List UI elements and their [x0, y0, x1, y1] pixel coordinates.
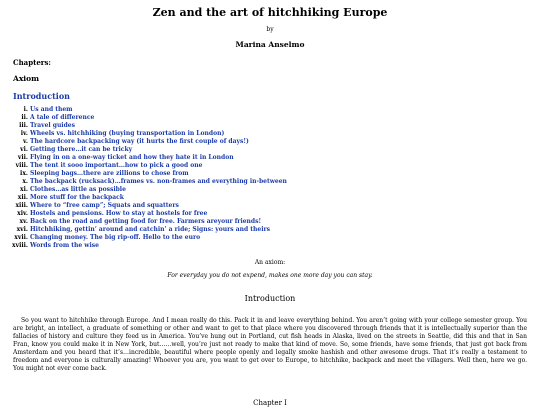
toc-item-number: xviii.: [12, 242, 28, 249]
toc-item-link[interactable]: Where to “free camp”; Squats and squatters: [30, 202, 179, 209]
toc-item-number: viii.: [15, 162, 28, 169]
toc-item-number: ii.: [21, 114, 28, 121]
toc-item: [20, 146, 287, 154]
toc-item: [15, 202, 287, 210]
toc-item: [19, 122, 287, 130]
toc-item: [23, 138, 287, 146]
toc-item: [17, 210, 287, 218]
toc-item-number: ix.: [20, 170, 28, 177]
toc-item-link[interactable]: Hostels and pensions. How to stay at hostels for free: [30, 210, 208, 217]
toc-item-number: x.: [22, 178, 28, 185]
toc-item-number: xvii.: [14, 234, 28, 241]
toc-item-number: xii.: [17, 194, 28, 201]
chapter-i-heading: Chapter I: [253, 399, 287, 407]
toc-item-number: xiv.: [17, 210, 28, 217]
toc-item-link[interactable]: Clothes…as little as possible: [30, 186, 126, 193]
chapters-heading: Chapters:: [13, 58, 51, 67]
toc-item: [14, 234, 287, 242]
toc-item-number: iv.: [20, 130, 28, 137]
toc-item-link[interactable]: The tent it sooo important…how to pick a good one: [30, 162, 203, 169]
table-of-contents: [12, 106, 287, 250]
toc-item-number: v.: [23, 138, 28, 145]
axiom-quote: For everyday you do not expend, makes one more day you can stay.: [167, 272, 373, 279]
toc-item-link[interactable]: Words from the wise: [30, 242, 99, 249]
toc-item-link[interactable]: Getting there…it can be tricky: [30, 146, 133, 153]
toc-item: [17, 194, 287, 202]
author-name: Marina Anselmo: [235, 40, 305, 49]
toc-item: [23, 106, 287, 114]
toc-item-link[interactable]: Changing money. The big rip-off. Hello to the euro: [30, 234, 201, 241]
toc-item-number: vii.: [17, 154, 28, 161]
toc-item-link[interactable]: Us and them: [30, 106, 73, 113]
toc-item-link[interactable]: The hardcore backpacking way (it hurts the first couple of days!): [30, 138, 249, 145]
toc-item: [15, 162, 287, 170]
toc-item-link[interactable]: Travel guides: [30, 122, 75, 129]
by-line: by: [266, 26, 274, 33]
book-title: Zen and the art of hitchhiking Europe: [152, 6, 388, 19]
toc-item-link[interactable]: Sleeping bags…there are zillions to chose from: [30, 170, 189, 177]
toc-item-number: xiii.: [15, 202, 28, 209]
toc-item: [20, 130, 287, 138]
toc-item-link[interactable]: Hitchhiking, gettin’ around and catchin’ a ride; Signs: yours and theirs: [30, 226, 271, 233]
toc-item-link[interactable]: A tale of difference: [30, 114, 95, 121]
toc-item-link[interactable]: The backpack (rucksack)…frames vs. non-frames and everything in-between: [30, 178, 287, 185]
toc-item-number: xvi.: [16, 226, 28, 233]
toc-item-number: iii.: [19, 122, 28, 129]
toc-item-link[interactable]: More stuff for the backpack: [30, 194, 124, 201]
toc-item-link[interactable]: Flying in on a one-way ticket and how they hate it in London: [30, 154, 234, 161]
axiom-label: An axiom:: [254, 259, 286, 266]
introduction-link[interactable]: Introduction: [13, 91, 70, 101]
toc-item-link[interactable]: Wheels vs. hitchhiking (buying transportation in London): [30, 130, 225, 137]
toc-item: [22, 178, 287, 186]
axiom-heading: Axiom: [13, 74, 40, 83]
toc-item: [16, 226, 287, 234]
toc-item-link[interactable]: Back on the road and getting food for free. Farmers areyour friends!: [30, 218, 262, 225]
toc-item: [20, 170, 287, 178]
toc-item-number: xi.: [20, 186, 28, 193]
introduction-title: Introduction: [244, 294, 296, 303]
toc-item: [19, 218, 287, 226]
toc-item-number: vi.: [20, 146, 28, 153]
toc-item: [20, 186, 287, 194]
intro-paragraph: So you want to hitchhike through Europe. And I mean really do this. Pack it in and leave everything behind. You aren’t going with your college semester group. You are bright, an intellect, a graduate of something or other and want to get to that place where you discovered through friends that it is intellectually superior than the fallacies of history and culture they feed us in America. You’ve hung out in Portland, cut fish heads in Alaska, lived on the streets in Seattle, did this and that in San Fran, know you could make it in New York, but……well, you’re just not ready to make that kind of move. So, some friends, have some friends, that just got back from Amsterdam and you heard that it’s…incredible, beautiful where people openly and legally smoke hashish and other awesome drugs. That it’s really a testament to freedom and everyone is culturally amazing! Whoever you are, you want to get over to Europe, to hitchhike, backpack and meet the villagers. Well then, here we go. You might not ever come back.: [13, 317, 527, 372]
toc-item: [12, 242, 287, 250]
toc-item-number: i.: [23, 106, 28, 113]
toc-item: [21, 114, 287, 122]
toc-item-number: xv.: [19, 218, 28, 225]
toc-item: [17, 154, 287, 162]
